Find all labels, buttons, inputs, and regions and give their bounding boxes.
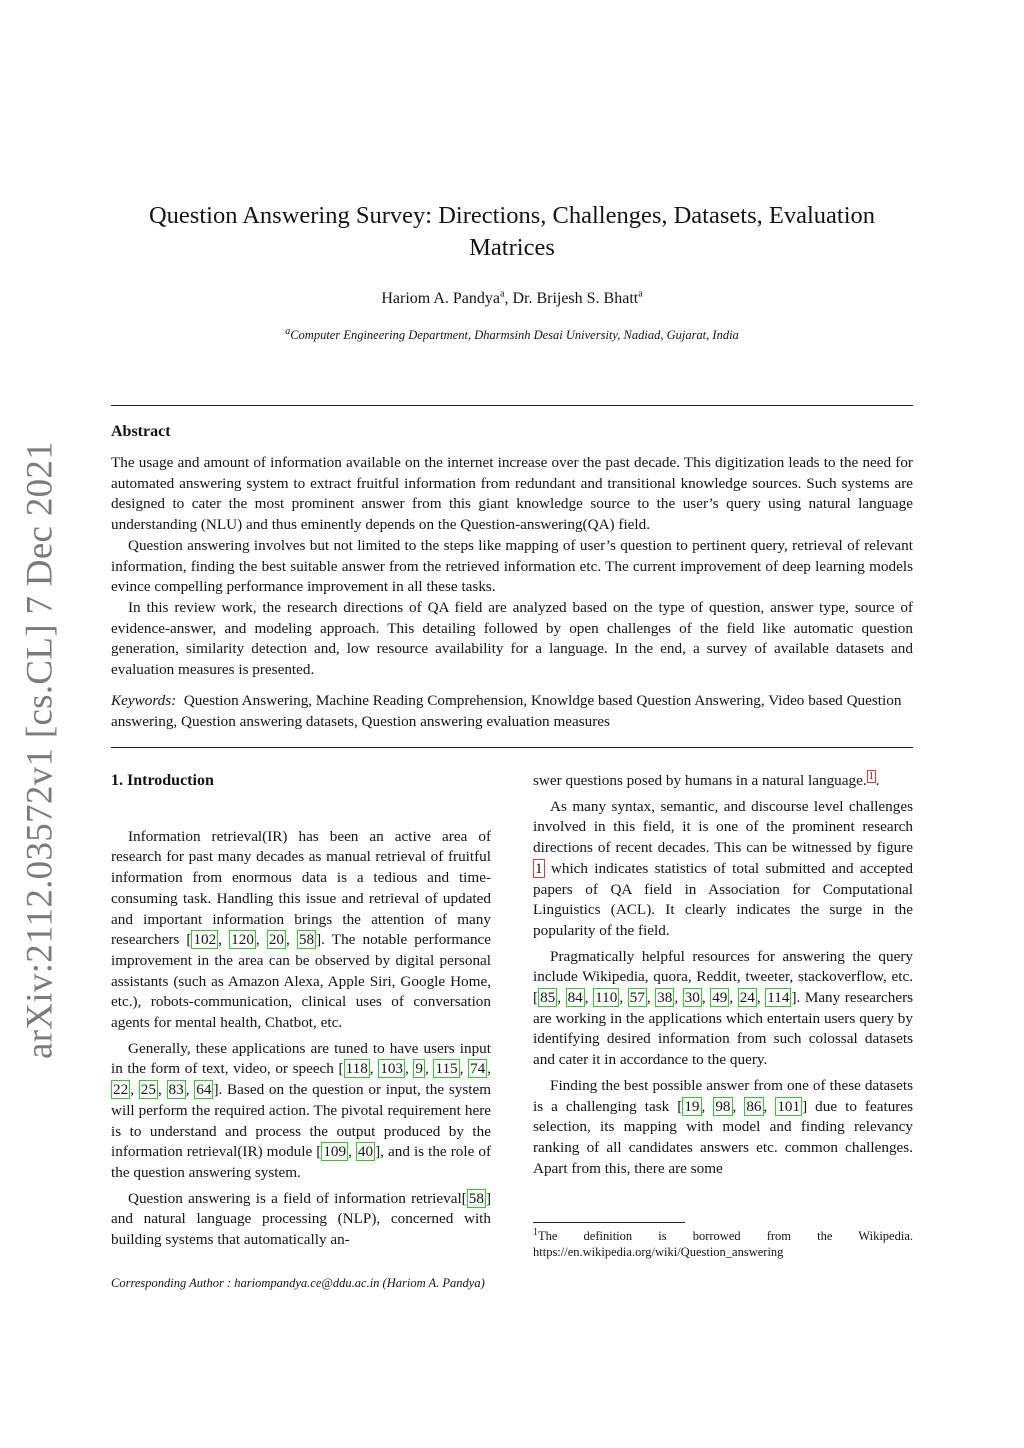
arxiv-sidebar [10, 440, 70, 1060]
citation-link[interactable]: 86 [746, 1097, 762, 1115]
citation-link[interactable]: 24 [739, 989, 755, 1007]
citation-link[interactable]: 25 [140, 1081, 156, 1099]
right-column [533, 771, 913, 1184]
citation-link[interactable]: 84 [567, 989, 583, 1007]
intro-paragraph-3: Question answering is a field of information retrieval[ 58 ] and natural language processing (NLP), concerned with building systems that automatically an- [111, 1189, 491, 1249]
citation-link[interactable]: 19 [684, 1097, 700, 1115]
footnote-link[interactable]: 1 [868, 770, 874, 782]
citation-link[interactable]: 83 [168, 1081, 184, 1099]
citation-link[interactable]: 101 [777, 1097, 801, 1115]
citation-link[interactable]: 30 [684, 989, 700, 1007]
citation-link[interactable]: 9 [415, 1060, 424, 1078]
arxiv-identifier: arXiv:2112.03572v1 [cs.CL] 7 Dec 2021 [19, 440, 61, 1060]
keywords-list: Question Answering, Machine Reading Comprehension, Knowldge based Question Answering, Video based Question answering, Question answering datasets, Question answering evaluation measures [111, 692, 902, 730]
title-line-2: Matrices [469, 234, 555, 261]
intro-paragraph-1: Information retrieval(IR) has been an active area of research for past many decades as manual retrieval of fruitful information from enormous data is a tedious and time-consuming task. Handling this issue and retrieval of updated and important information brings the attention of many researchers [ 102 , 120 , 20 , 58 ]. The notable performance improvement in the area can be observed by digital personal assistants (such as Amazon Alexa, Apple Siri, Google Home, etc.), robots-communication, clinical uses of conversation agents for mental health, Chatbot, etc. [111, 827, 492, 1032]
citation-link[interactable]: 58 [298, 931, 315, 949]
affiliation: $^a$Computer Engineering Department, Dharmsinh Desai University, Nadiad, Gujarat, India [285, 325, 739, 342]
citation-link[interactable]: 120 [231, 931, 254, 949]
keywords-label: Keywords: [111, 692, 177, 709]
intro-paragraph-6: Pragmatically helpful resources for answering the query include Wikipedia, quora, Reddit, tweeter, stackoverflow, etc.[ 85 , 84 , 110 , 57 , 38 , 30 , 49 , 24 , 114 ]. Many researchers are working in the applications which entertain users query by identifying desired information from such colossal datasets and cater it in accordance to the query. [533, 947, 914, 1069]
author-1: Hariom A. Pandya [381, 290, 500, 307]
footnote-text: The definition is borrowed from the Wikipedia. https://en.wikipedia.org/wiki/Question_answering [533, 1229, 913, 1259]
citation-link[interactable]: 114 [767, 989, 790, 1007]
citation-link[interactable]: 109 [323, 1143, 347, 1161]
citation-link[interactable]: 40 [357, 1143, 374, 1161]
citation-link[interactable]: 38 [657, 989, 673, 1007]
section-heading-introduction: 1. Introduction [111, 772, 214, 789]
keywords [111, 691, 913, 732]
citation-link[interactable]: 57 [629, 989, 645, 1007]
citation-link[interactable]: 102 [193, 931, 217, 949]
abstract-paragraph-2: Question answering involves but not limited to the steps like mapping of user’s question to pertinent query, retrieval of relevant information, finding the best suitable answer from the retrieved information etc. The current improvement of deep learning models evince compelling performance improvement in all these tasks. [111, 536, 913, 596]
citation-link[interactable]: 115 [435, 1060, 458, 1078]
abstract-heading: Abstract [111, 423, 171, 440]
abstract-body [111, 453, 913, 681]
citation-link[interactable]: 20 [268, 931, 285, 949]
corresponding-author: Corresponding Author : hariompandya.ce@ddu.ac.in (Hariom A. Pandya) [111, 1276, 485, 1290]
left-column [111, 771, 491, 1256]
footnote: $^1$The definition is borrowed from the Wikipedia. https://en.wikipedia.org/wiki/Question_answering [533, 1226, 913, 1259]
citation-link[interactable]: 110 [595, 989, 618, 1007]
abstract-paragraph-1: The usage and amount of information available on the internet increase over the past decade. This digitization leads to the need for automated answering system to extract fruitful information from redundant and transitional knowledge sources. Such systems are designed to cater the most prominent answer from this giant knowledge source to the user’s query using natural language understanding (NLU) and thus eminently depends on the Question-answering(QA) field. [111, 454, 913, 534]
footnote-rule [533, 1222, 685, 1223]
figure-link[interactable]: 1 [535, 859, 543, 877]
abstract-top-rule [111, 405, 913, 406]
citation-link[interactable]: 64 [196, 1081, 212, 1099]
abstract-bottom-rule [111, 747, 913, 748]
citation-link[interactable]: 85 [540, 989, 556, 1007]
title-line-1: Question Answering Survey: Directions, Challenges, Datasets, Evaluation [148, 202, 876, 229]
intro-paragraph-5: As many syntax, semantic, and discourse level challenges involved in this field, it is one of the prominent research directions of recent decades. This can be witnessed by figure 1 which indicates statistics of total submitted and accepted papers of QA field in Association for Computational Linguistics (ACL). It clearly indicates the surge in the popularity of the field. [533, 797, 913, 939]
citation-link[interactable]: 58 [468, 1189, 484, 1207]
citation-link[interactable]: 74 [470, 1060, 486, 1078]
authors: Hariom A. Pandya$^a$, Dr. Brijesh S. Bhatt$^a$ [381, 288, 643, 307]
citation-link[interactable]: 98 [715, 1097, 731, 1115]
author-2: , Dr. Brijesh S. Bhatt [504, 290, 639, 307]
citation-link[interactable]: 49 [712, 989, 728, 1007]
intro-paragraph-7: Finding the best possible answer from one of these datasets is a challenging task [ 19 , 98 , 86 , 101 ] due to features selection, its mapping with model and finding relevancy ranking of all candidates answers etc. common challenges. Apart from this, there are some [533, 1076, 913, 1177]
intro-paragraph-4: swer questions posed by humans in a natural language. $^1$ . [533, 770, 880, 789]
abstract-paragraph-3: In this review work, the research directions of QA field are analyzed based on the type of question, answer type, source of evidence-answer, and modeling approach. This detailing followed by open challenges of the field like automatic question generation, similarity detection and, low resource availability for a language. In the end, a survey of available datasets and evaluation measures is presented. [111, 598, 913, 679]
paper-title [120, 200, 904, 264]
citation-link[interactable]: 103 [380, 1060, 403, 1078]
citation-link[interactable]: 118 [345, 1060, 368, 1078]
intro-paragraph-2: Generally, these applications are tuned to have users input in the form of text, video, or speech [ 118 , 103 , 9 , 115 , 74 , 22 , 25 , 83 , 64 ]. Based on the question or input, the system will perform the required action. The pivotal requirement here is to understand and process the output produced by the information retrieval(IR) module [ 109 , 40 ], and is the role of the question answering system. [111, 1039, 492, 1181]
citation-link[interactable]: 22 [113, 1081, 129, 1099]
